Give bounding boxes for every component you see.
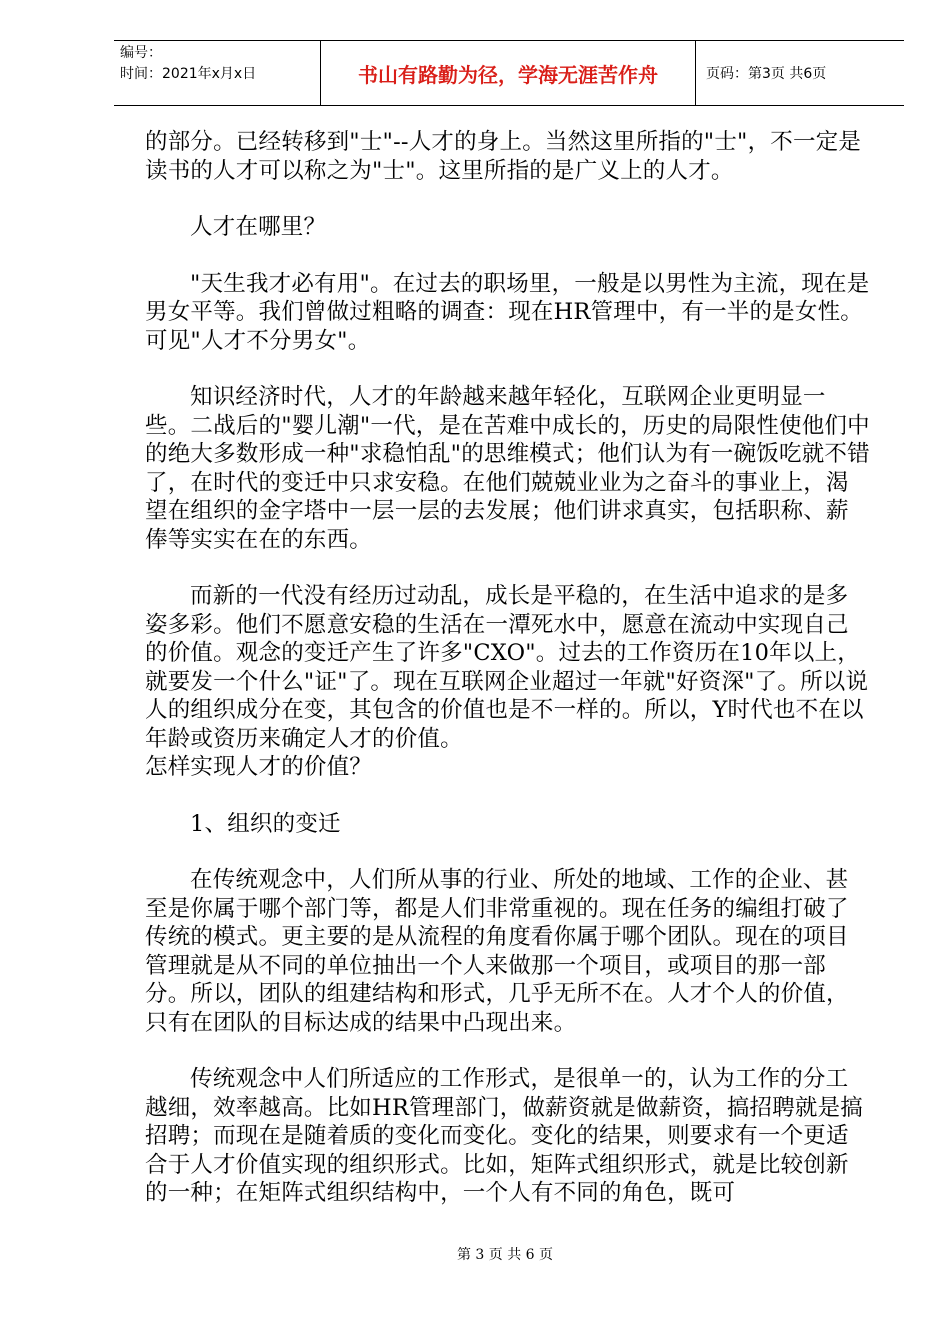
document-body (145, 128, 870, 1208)
document-time-label: 时间：2021年x月x日 (120, 66, 257, 82)
body-paragraph: "天生我才必有用"。在过去的职场里，一般是以男性为主流，现在是男女平等。我们曾做过粗略的调查：现在HR管理中，有一半的是女性。可见"人才不分男女"。 (145, 270, 870, 354)
header-meta (114, 41, 321, 106)
subsection-heading: 1、组织的变迁 (190, 810, 341, 837)
body-paragraph: 传统观念中人们所适应的工作形式，是很单一的，认为工作的分工越细，效率越高。比如HR管理部门，做薪资就是做薪资，搞招聘就是搞招聘；而现在是随着质的变化而变化。变化的结果，则要求有一个更适合于人才价值实现的组织形式。比如，矩阵式组织形式，就是比较创新的一种；在矩阵式组织结构中，一个人有不同的角色，既可 (145, 1066, 863, 1206)
body-paragraph: 知识经济时代，人才的年龄越来越年轻化，互联网企业更明显一些。二战后的"婴儿潮"一代，是在苦难中成长的，历史的局限性使他们中的绝大多数形成一种"求稳怕乱"的思维模式；他们认为有一碗饭吃就不错了，在时代的变迁中只求安稳。在他们兢兢业业为之奋斗的事业上，渴望在组织的金字塔中一层一层的去发展；他们讲求真实，包括职称、薪俸等实实在在的东西。 (145, 384, 870, 553)
section-heading: 人才在哪里？ (190, 214, 327, 240)
section-heading: 怎样实现人才的价值？ (145, 754, 373, 780)
body-paragraph: 的部分。已经转移到"士"--人才的身上。当然这里所指的"士"，不一定是读书的人才可以称之为"士"。这里所指的是广义上的人才。 (145, 129, 862, 184)
body-paragraph: 而新的一代没有经历过动乱，成长是平稳的，在生活中追求的是多姿多彩。他们不愿意安稳的生活在一潭死水中，愿意在流动中实现自己的价值。观念的变迁产生了许多"CXO"。过去的工作资历在10年以上，就要发一个什么"证"了。现在互联网企业超过一年就"好资深"了。所以说人的组织成分在变，其包含的价值也是不一样的。所以，Y时代也不在以年龄或资历来确定人才的价值。 (145, 583, 869, 752)
document-number-label: 编号： (120, 45, 162, 61)
page-header (114, 40, 904, 106)
body-paragraph: 在传统观念中，人们所从事的行业、所处的地域、工作的企业、甚至是你属于哪个部门等，都是人们非常重视的。现在任务的编组打破了传统的模式。更主要的是从流程的角度看你属于哪个团队。现在的项目管理就是从不同的单位抽出一个人来做那一个项目，或项目的那一部分。所以，团队的组建结构和形式，几乎无所不在。人才个人的价值，只有在团队的目标达成的结果中凸现出来。 (145, 867, 849, 1036)
header-motto: 书山有路勤为径，学海无涯苦作舟 (321, 41, 696, 106)
header-page-info: 页码：第3页 共6页 (696, 41, 905, 106)
page-footer: 第 3 页 共 6 页 (456, 1247, 554, 1263)
